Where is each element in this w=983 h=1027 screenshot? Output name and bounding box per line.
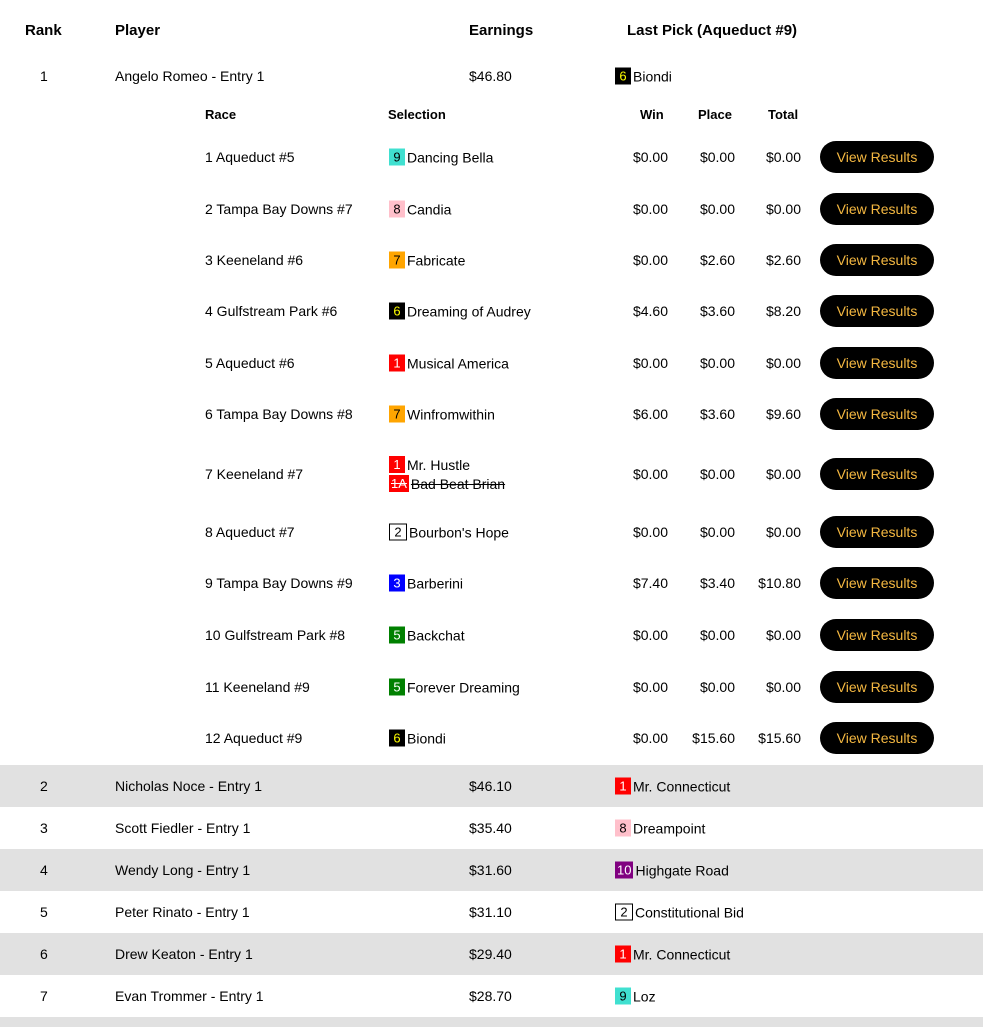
horse-name: Musical America xyxy=(407,355,509,371)
race-row xyxy=(0,667,983,707)
horse-name: Mr. Connecticut xyxy=(633,778,731,794)
leaderboard-header xyxy=(0,0,983,62)
selection-cell xyxy=(389,456,505,492)
race-row xyxy=(0,394,983,434)
leaderboard-row-partial xyxy=(0,1017,983,1027)
rank-cell: 7 xyxy=(40,988,48,1004)
selection-entry xyxy=(389,456,505,473)
player-name[interactable]: Drew Keaton - Entry 1 xyxy=(115,946,253,962)
total-payout: $15.60 xyxy=(758,730,801,746)
earnings-cell: $35.40 xyxy=(469,820,512,836)
leaderboard-row[interactable] xyxy=(0,975,983,1017)
horse-name: Dreampoint xyxy=(633,820,706,836)
win-payout: $0.00 xyxy=(632,730,668,746)
race-name: 3 Keeneland #6 xyxy=(205,252,304,268)
win-payout: $0.00 xyxy=(632,252,668,268)
selection-column-header: Selection xyxy=(388,107,446,122)
earnings-cell: $46.80 xyxy=(469,68,512,84)
program-number-badge: 8 xyxy=(615,820,631,837)
program-number-badge: 1A xyxy=(391,476,407,491)
selection-cell xyxy=(389,627,465,644)
program-number-badge: 9 xyxy=(389,149,405,166)
last-pick xyxy=(615,820,705,837)
rank-cell: 2 xyxy=(40,778,48,794)
earnings-cell: $31.60 xyxy=(469,862,512,878)
total-payout: $0.00 xyxy=(765,524,801,540)
earnings-cell: $28.70 xyxy=(469,988,512,1004)
place-payout: $2.60 xyxy=(699,252,735,268)
race-name: 9 Tampa Bay Downs #9 xyxy=(205,575,353,591)
view-results-button[interactable]: View Results xyxy=(820,141,934,173)
race-row xyxy=(0,240,983,280)
race-name: 10 Gulfstream Park #8 xyxy=(205,627,346,643)
leaderboard-row[interactable] xyxy=(0,891,983,933)
rank-cell: 5 xyxy=(40,904,48,920)
race-name: 8 Aqueduct #7 xyxy=(205,524,295,540)
earnings-column-header: Earnings xyxy=(469,22,534,39)
program-number-badge: 9 xyxy=(615,988,631,1005)
place-payout: $0.00 xyxy=(699,679,735,695)
win-payout: $0.00 xyxy=(632,627,668,643)
place-payout: $3.40 xyxy=(699,575,735,591)
win-payout: $0.00 xyxy=(632,679,668,695)
player-name[interactable]: Peter Rinato - Entry 1 xyxy=(115,904,250,920)
place-payout: $0.00 xyxy=(699,149,735,165)
view-results-button[interactable]: View Results xyxy=(820,193,934,225)
horse-name: Backchat xyxy=(407,627,465,643)
rank-cell: 3 xyxy=(40,820,48,836)
race-row xyxy=(0,189,983,229)
view-results-button[interactable]: View Results xyxy=(820,722,934,754)
view-results-button[interactable]: View Results xyxy=(820,398,934,430)
total-payout: $0.00 xyxy=(765,679,801,695)
win-payout: $0.00 xyxy=(632,466,668,482)
race-row xyxy=(0,718,983,758)
view-results-button[interactable]: View Results xyxy=(820,347,934,379)
race-name: 11 Keeneland #9 xyxy=(205,679,310,695)
leaderboard-row[interactable] xyxy=(0,933,983,975)
total-payout: $0.00 xyxy=(765,466,801,482)
selection-entry xyxy=(389,201,451,218)
win-column-header: Win xyxy=(640,107,664,122)
rank-cell: 1 xyxy=(40,68,48,84)
selection-entry xyxy=(389,627,465,644)
program-number-badge: 5 xyxy=(389,627,405,644)
scratched-horse-name: Bad Beat Brian xyxy=(410,475,506,492)
earnings-cell: $46.10 xyxy=(469,778,512,794)
program-number-badge: 2 xyxy=(615,904,633,921)
leaderboard-row[interactable] xyxy=(0,849,983,891)
total-payout: $2.60 xyxy=(765,252,801,268)
selection-cell xyxy=(389,149,493,166)
selection-entry xyxy=(389,355,509,372)
player-name[interactable]: Scott Fiedler - Entry 1 xyxy=(115,820,251,836)
race-row xyxy=(0,291,983,331)
horse-name: Loz xyxy=(633,988,656,1004)
selection-cell xyxy=(389,303,531,320)
player-name[interactable]: Nicholas Noce - Entry 1 xyxy=(115,778,263,794)
selection-entry xyxy=(389,252,465,269)
rank-column-header: Rank xyxy=(25,22,62,39)
last-pick-column-header: Last Pick (Aqueduct #9) xyxy=(627,22,798,39)
race-name: 5 Aqueduct #6 xyxy=(205,355,295,371)
last-pick xyxy=(615,862,729,879)
view-results-button[interactable]: View Results xyxy=(820,244,934,276)
race-row xyxy=(0,447,983,501)
selection-cell xyxy=(389,252,465,269)
last-pick xyxy=(615,68,672,85)
selection-cell xyxy=(389,201,451,218)
race-name: 6 Tampa Bay Downs #8 xyxy=(205,406,353,422)
program-number-badge: 7 xyxy=(389,406,405,423)
place-payout: $0.00 xyxy=(699,355,735,371)
view-results-button[interactable]: View Results xyxy=(820,567,934,599)
leaderboard-row[interactable] xyxy=(0,807,983,849)
program-number-badge: 10 xyxy=(617,862,632,878)
place-payout: $0.00 xyxy=(699,201,735,217)
program-number-badge: 8 xyxy=(389,201,405,218)
rank-cell: 4 xyxy=(40,862,48,878)
total-payout: $0.00 xyxy=(765,355,801,371)
win-payout: $0.00 xyxy=(632,524,668,540)
selection-entry xyxy=(389,524,509,541)
last-pick xyxy=(615,988,656,1005)
view-results-button[interactable]: View Results xyxy=(820,516,934,548)
horse-name: Bourbon's Hope xyxy=(409,524,509,540)
earnings-cell: $29.40 xyxy=(469,946,512,962)
horse-name: Mr. Hustle xyxy=(407,456,471,473)
win-payout: $0.00 xyxy=(632,355,668,371)
last-pick xyxy=(615,778,730,795)
horse-name: Dreaming of Audrey xyxy=(407,303,531,319)
place-payout: $0.00 xyxy=(699,627,735,643)
win-payout: $6.00 xyxy=(632,406,668,422)
selection-cell xyxy=(389,679,520,696)
horse-name: Dancing Bella xyxy=(407,149,494,165)
horse-name: Constitutional Bid xyxy=(635,904,744,920)
program-number-badge: 2 xyxy=(389,524,407,541)
race-name: 4 Gulfstream Park #6 xyxy=(205,303,338,319)
program-number-badge: 6 xyxy=(389,303,405,320)
horse-name: Candia xyxy=(407,201,452,217)
total-payout: $8.20 xyxy=(765,303,801,319)
last-pick xyxy=(615,946,730,963)
player-name[interactable]: Wendy Long - Entry 1 xyxy=(115,862,251,878)
race-name: 1 Aqueduct #5 xyxy=(205,149,295,165)
program-number-badge: 1 xyxy=(389,456,405,473)
place-payout: $0.00 xyxy=(699,524,735,540)
race-row xyxy=(0,563,983,603)
horse-name: Forever Dreaming xyxy=(407,679,520,695)
program-number-badge: 3 xyxy=(389,575,405,592)
leaderboard-row[interactable] xyxy=(0,765,983,807)
rank-cell: 6 xyxy=(40,946,48,962)
race-row xyxy=(0,137,983,177)
view-results-button[interactable]: View Results xyxy=(820,619,934,651)
program-number-badge: 6 xyxy=(389,730,405,747)
race-row xyxy=(0,343,983,383)
selection-entry xyxy=(389,475,505,492)
horse-name: Barberini xyxy=(407,575,464,591)
win-payout: $4.60 xyxy=(632,303,668,319)
place-payout: $3.60 xyxy=(699,406,735,422)
last-pick xyxy=(615,904,744,921)
earnings-cell: $31.10 xyxy=(469,904,512,920)
leaderboard-row-expanded[interactable] xyxy=(0,62,983,90)
selection-entry xyxy=(389,406,495,423)
race-row xyxy=(0,512,983,552)
program-number-badge: 5 xyxy=(389,679,405,696)
selection-cell xyxy=(389,355,509,372)
selection-entry xyxy=(389,575,463,592)
horse-name: Mr. Connecticut xyxy=(633,946,731,962)
win-payout: $7.40 xyxy=(632,575,668,591)
view-results-button[interactable]: View Results xyxy=(820,671,934,703)
total-payout: $0.00 xyxy=(765,149,801,165)
player-column-header: Player xyxy=(115,22,161,39)
win-payout: $0.00 xyxy=(632,149,668,165)
program-number-badge: 1 xyxy=(615,946,631,963)
selection-entry xyxy=(389,730,446,747)
program-number-badge: 1 xyxy=(389,355,405,372)
horse-name: Winfromwithin xyxy=(407,406,495,422)
selection-cell xyxy=(389,524,509,541)
place-payout: $3.60 xyxy=(699,303,735,319)
selection-entry xyxy=(389,149,493,166)
selection-cell xyxy=(389,406,495,423)
player-name[interactable]: Angelo Romeo - Entry 1 xyxy=(115,68,265,84)
win-payout: $0.00 xyxy=(632,201,668,217)
selection-cell xyxy=(389,575,463,592)
selection-entry xyxy=(389,679,520,696)
total-column-header: Total xyxy=(768,107,799,122)
view-results-button[interactable]: View Results xyxy=(820,458,934,490)
view-results-button[interactable]: View Results xyxy=(820,295,934,327)
race-name: 2 Tampa Bay Downs #7 xyxy=(205,201,353,217)
race-name: 12 Aqueduct #9 xyxy=(205,730,303,746)
race-row xyxy=(0,615,983,655)
player-name[interactable]: Evan Trommer - Entry 1 xyxy=(115,988,264,1004)
selection-entry xyxy=(389,303,531,320)
horse-name: Highgate Road xyxy=(635,862,729,878)
place-payout: $15.60 xyxy=(692,730,735,746)
program-number-badge: 7 xyxy=(389,252,405,269)
total-payout: $0.00 xyxy=(765,627,801,643)
program-number-badge: 6 xyxy=(615,68,631,85)
race-name: 7 Keeneland #7 xyxy=(205,466,304,482)
total-payout: $0.00 xyxy=(765,201,801,217)
horse-name: Biondi xyxy=(407,730,446,746)
race-column-header: Race xyxy=(205,107,237,122)
horse-name: Biondi xyxy=(633,68,672,84)
place-column-header: Place xyxy=(698,107,732,122)
total-payout: $10.80 xyxy=(758,575,801,591)
place-payout: $0.00 xyxy=(699,466,735,482)
horse-name: Fabricate xyxy=(407,252,466,268)
total-payout: $9.60 xyxy=(765,406,801,422)
program-number-badge: 1 xyxy=(615,778,631,795)
selection-cell xyxy=(389,730,446,747)
